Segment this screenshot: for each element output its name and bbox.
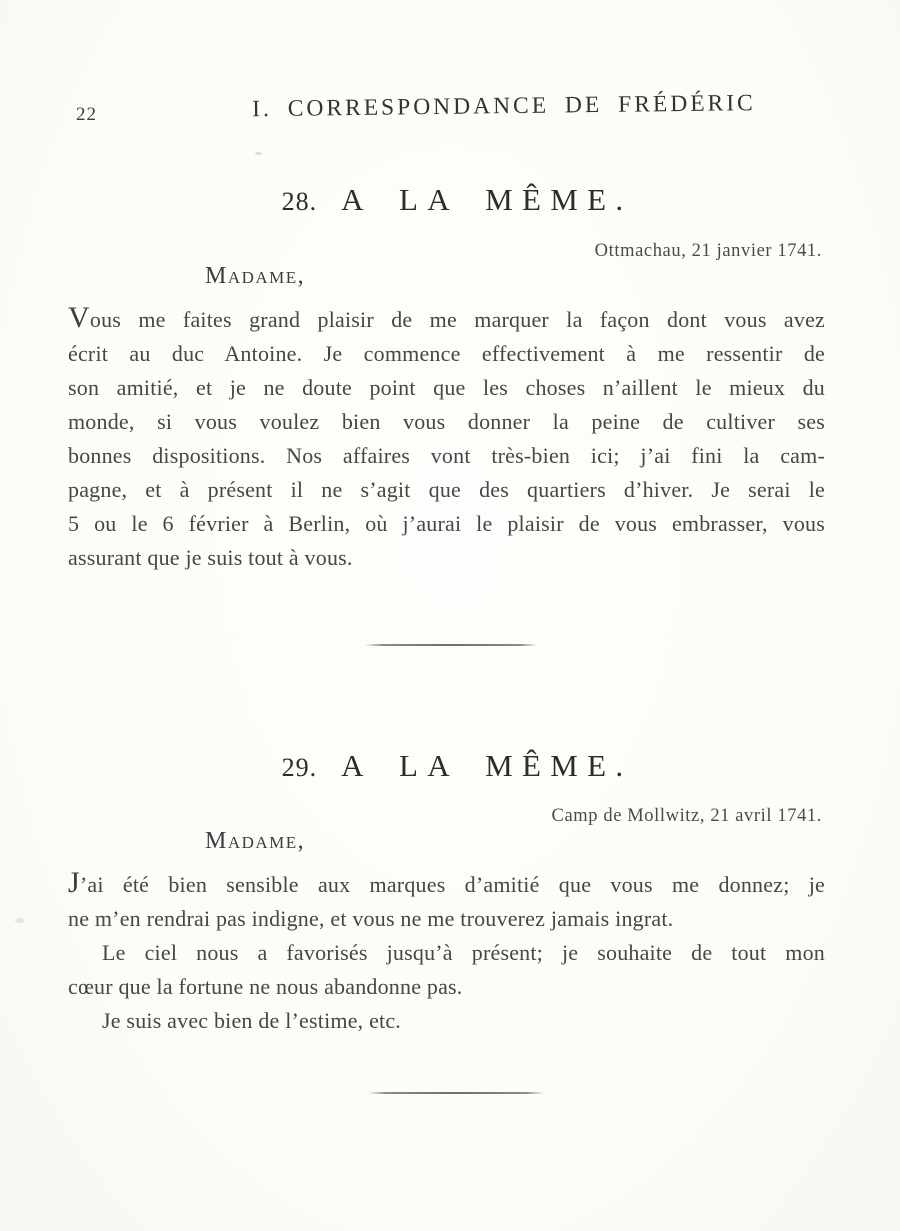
section-divider	[368, 1092, 544, 1094]
scan-speck	[255, 152, 262, 155]
letter-28-dateline: Ottmachau, 21 janvier 1741.	[594, 241, 822, 261]
running-header: I. CORRESPONDANCE DE FRÉDÉRIC	[252, 90, 756, 123]
text-line: monde, si vous voulez bien vous donner la peine de cultiver ses	[68, 409, 825, 434]
letter-28-salutation: Madame,	[205, 263, 306, 289]
text-line-content: ous me faites grand plaisir de me marquer la façon dont vous avez	[89, 307, 825, 332]
text-line-content: ’ai été bien sensible aux marques d’amitié que vous me donnez; je	[79, 872, 825, 897]
text-line: bonnes dispositions. Nos affaires vont très-bien ici; j’ai fini la cam-	[68, 443, 825, 468]
letter-28-body	[68, 303, 825, 575]
scan-speck	[15, 918, 24, 923]
text-line	[68, 303, 825, 337]
text-line: 5 ou le 6 février à Berlin, où j’aurai le plaisir de vous embrasser, vous	[68, 511, 825, 536]
drop-initial: J	[68, 866, 80, 899]
letter-29-body	[68, 868, 825, 1038]
letter-29-heading	[0, 748, 900, 784]
text-line: Le ciel nous a favorisés jusqu’à présent; je souhaite de tout mon	[102, 940, 825, 965]
text-line	[68, 868, 825, 902]
text-line: écrit au duc Antoine. Je commence effectivement à me ressentir de	[68, 341, 825, 366]
letter-number: 28.	[281, 187, 318, 216]
letter-29-dateline: Camp de Mollwitz, 21 avril 1741.	[551, 806, 822, 826]
text-line: cœur que la fortune ne nous abandonne pas.	[68, 974, 463, 999]
letter-28-heading	[0, 182, 900, 218]
text-line: pagne, et à présent il ne s’agit que des quartiers d’hiver. Je serai le	[68, 477, 825, 502]
text-line: son amitié, et je ne doute point que les choses n’aillent le mieux du	[68, 375, 825, 400]
text-line: assurant que je suis tout à vous.	[68, 545, 353, 570]
section-divider	[365, 644, 537, 646]
letter-title: A LA MÊME.	[341, 748, 633, 783]
text-line: ne m’en rendrai pas indigne, et vous ne me trouverez jamais ingrat.	[68, 906, 674, 931]
page-number: 22	[76, 104, 97, 125]
letter-title: A LA MÊME.	[341, 182, 633, 217]
text-line: Je suis avec bien de l’estime, etc.	[102, 1008, 402, 1033]
drop-initial: V	[68, 301, 90, 334]
letter-number: 29.	[281, 753, 318, 782]
letter-29-salutation: Madame,	[205, 828, 306, 854]
